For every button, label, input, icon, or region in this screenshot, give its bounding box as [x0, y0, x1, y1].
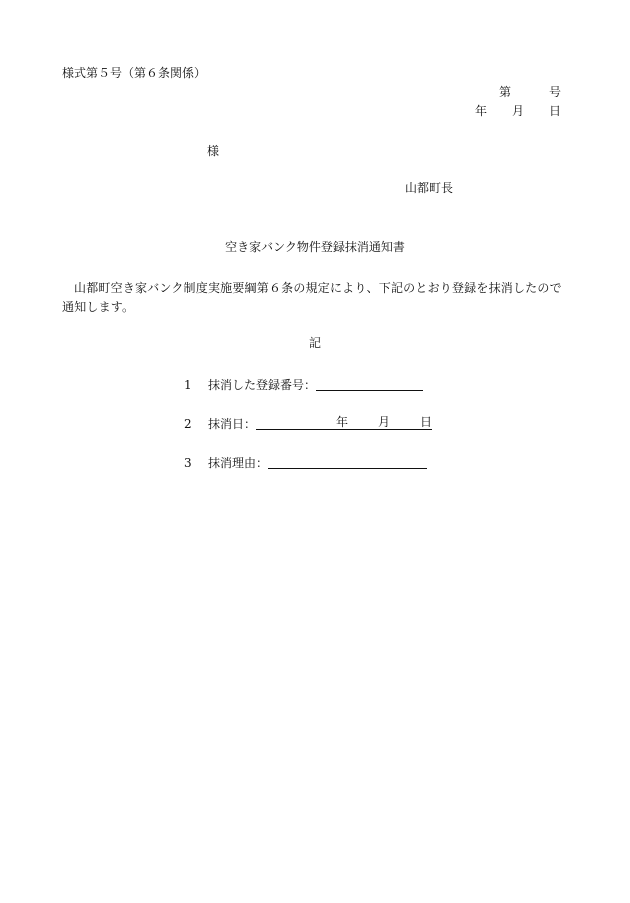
- item-cancellation-reason: [184, 455, 427, 469]
- item-label: 抹消理由：: [208, 456, 269, 470]
- item-number: 1: [184, 378, 192, 392]
- item-cancellation-date: [184, 416, 432, 430]
- date-month-label: 月: [378, 415, 391, 429]
- document-number-suffix: 号: [548, 85, 561, 99]
- date-day-label: 日: [420, 415, 433, 429]
- item-number: 2: [184, 417, 192, 431]
- body-paragraph: 山都町空き家バンク制度実施要綱第６条の規定により、下記のとおり登録を抹消したので通知します。: [62, 281, 562, 314]
- ki-heading: 記: [308, 336, 321, 350]
- sender-name: 山都町長: [405, 181, 454, 195]
- date-year-label: 年: [336, 415, 349, 429]
- item-registration-number: [184, 377, 423, 391]
- recipient-honorific: 様: [207, 144, 220, 158]
- date-month-label: 月: [511, 104, 524, 118]
- registration-number-field[interactable]: [316, 377, 423, 391]
- cancellation-reason-field[interactable]: [268, 455, 427, 469]
- form-number: 様式第５号（第６条関係）: [62, 66, 207, 80]
- document-title: 空き家バンク物件登録抹消通知書: [225, 240, 405, 254]
- date-day-label: 日: [548, 104, 561, 118]
- item-number: 3: [184, 456, 192, 470]
- item-label: 抹消日：: [208, 417, 257, 431]
- document-number-line: [499, 86, 561, 98]
- item-label: 抹消した登録番号：: [208, 378, 317, 392]
- cancellation-date-field[interactable]: [256, 416, 432, 430]
- date-year-label: 年: [474, 104, 487, 118]
- document-number-prefix: 第: [498, 85, 511, 99]
- issue-date-line: [475, 105, 561, 117]
